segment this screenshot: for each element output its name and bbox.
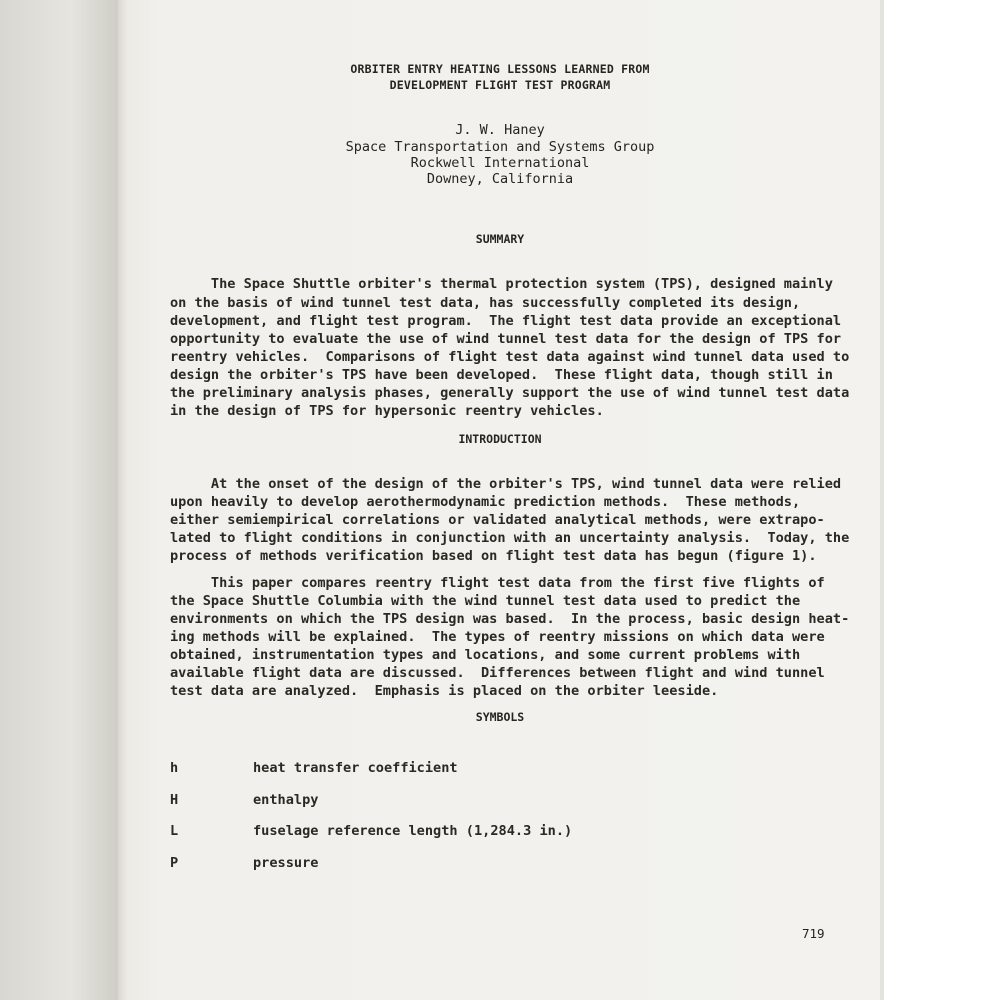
paper-title-line-2: DEVELOPMENT FLIGHT TEST PROGRAM <box>389 78 611 92</box>
page-number: 719 <box>802 926 825 941</box>
symbol-definition: enthalpy <box>253 792 319 808</box>
summary-line: the preliminary analysis phases, generally support the use of wind tunnel test data <box>170 385 850 401</box>
symbols-heading: SYMBOLS <box>475 710 525 724</box>
introduction-line: available flight data are discussed. Differences between flight and wind tunnel <box>170 665 825 681</box>
author-name: J. W. Haney <box>455 122 545 138</box>
page-edge-shadow <box>0 0 118 1000</box>
summary-line: in the design of TPS for hypersonic reentry vehicles. <box>170 403 604 419</box>
summary-line: reentry vehicles. Comparisons of flight test data against wind tunnel data used to <box>170 349 850 365</box>
introduction-line: obtained, instrumentation types and locations, and some current problems with <box>170 647 801 663</box>
author-organization: Space Transportation and Systems Group <box>345 139 655 155</box>
introduction-line: process of methods verification based on flight test data has begun (figure 1). <box>170 548 817 564</box>
symbol-definition: fuselage reference length (1,284.3 in.) <box>253 823 573 839</box>
introduction-line: environments on which the TPS design was based. In the process, basic design heat- <box>170 611 850 627</box>
symbol-definition: heat transfer coefficient <box>253 760 458 776</box>
introduction-line: test data are analyzed. Emphasis is placed on the orbiter leeside. <box>170 683 719 699</box>
symbol: H <box>170 792 179 808</box>
summary-line: design the orbiter's TPS have been developed. These flight data, though still in <box>170 367 833 383</box>
symbol: P <box>170 855 179 871</box>
introduction-heading: INTRODUCTION <box>458 432 542 446</box>
introduction-line: lated to flight conditions in conjunction with an uncertainty analysis. Today, the <box>170 530 850 546</box>
introduction-line: either semiempirical correlations or validated analytical methods, were extrapo- <box>170 512 825 528</box>
author-company: Rockwell International <box>410 155 590 171</box>
summary-line: The Space Shuttle orbiter's thermal protection system (TPS), designed mainly <box>170 276 833 292</box>
summary-heading: SUMMARY <box>475 232 525 246</box>
summary-line: development, and flight test program. The flight test data provide an exceptional <box>170 313 842 329</box>
summary-line: on the basis of wind tunnel test data, has successfully completed its design, <box>170 295 801 311</box>
symbol: h <box>170 760 179 776</box>
introduction-line: At the onset of the design of the orbiter's TPS, wind tunnel data were relied <box>170 476 842 492</box>
introduction-line: the Space Shuttle Columbia with the wind tunnel test data used to predict the <box>170 593 801 609</box>
symbol-definition: pressure <box>253 855 319 871</box>
symbol: L <box>170 823 179 839</box>
introduction-line: This paper compares reentry flight test data from the first five flights of <box>170 575 825 591</box>
author-location: Downey, California <box>426 171 574 187</box>
paper-title-line-1: ORBITER ENTRY HEATING LESSONS LEARNED FROM <box>350 62 650 76</box>
background <box>884 0 1000 1000</box>
introduction-line: ing methods will be explained. The types of reentry missions on which data were <box>170 629 825 645</box>
introduction-line: upon heavily to develop aerothermodynamic prediction methods. These methods, <box>170 494 801 510</box>
summary-line: opportunity to evaluate the use of wind tunnel test data for the design of TPS for <box>170 331 842 347</box>
